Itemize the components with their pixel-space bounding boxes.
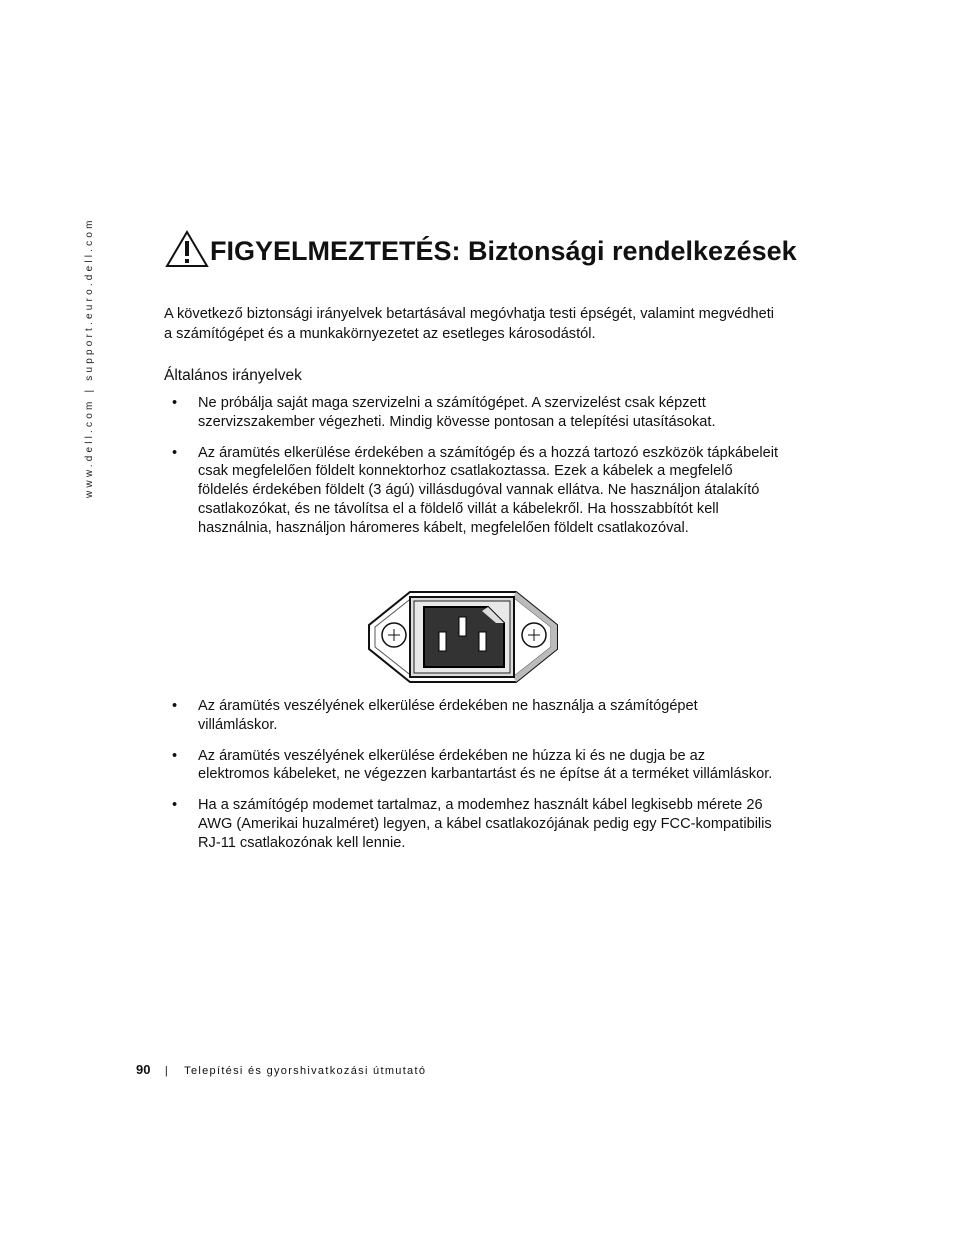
bullet-marker: • bbox=[172, 797, 178, 814]
power-connector-illustration bbox=[366, 589, 560, 685]
bullet-marker: • bbox=[172, 395, 178, 411]
bullet-marker: • bbox=[172, 444, 178, 461]
footer-separator: | bbox=[164, 1065, 169, 1077]
bullet-marker: • bbox=[172, 698, 178, 714]
list-item bbox=[170, 796, 780, 852]
page-title: FIGYELMEZTETÉS: Biztonsági rendelkezések bbox=[210, 236, 797, 266]
page-number: 90 bbox=[136, 1062, 151, 1077]
bullet-list-before-figure bbox=[170, 394, 780, 550]
list-item-text: Az áramütés veszélyének elkerülése érdekében ne húzza ki és ne dugja be az elektromos kábeleket, ne végezzen karbantartást és ne építse át a terméket villámláskor. bbox=[198, 747, 773, 783]
side-url: www.dell.com | support.euro.dell.com bbox=[84, 217, 95, 498]
list-item-text: Az áramütés elkerülése érdekében a számítógép és a hozzá tartozó eszközök tápkábeleit csak megfelelően földelt konnektorhoz csatlakoztassa. Ezek a kábelek a megfelelő földelés érdekében földelt (3 ágú) villásdugóval vannak ellátva. Ne használjon átalakító csatlakozókat, és ne távolítsa el a földelő villát a kábelekről. Ha hosszabbítót kell használnia, használjon háromeres kábelt, megfelelően földelt csatlakozóval. bbox=[198, 444, 779, 536]
list-item-text: Az áramütés veszélyének elkerülése érdekében ne használja a számítógépet villámláskor. bbox=[198, 698, 698, 733]
list-item-text: Ha a számítógép modemet tartalmaz, a modemhez használt kábel legkisebb mérete 26 AWG (Amerikai huzalméret) legyen, a kábel csatlakozójának pedig egy FCC-kompatibilis RJ-11 csatlakozónak kell lennie. bbox=[198, 797, 772, 851]
bullet-marker: • bbox=[172, 747, 178, 764]
list-item bbox=[170, 697, 780, 735]
warning-triangle-icon bbox=[165, 230, 209, 268]
bullet-list-after-figure bbox=[170, 697, 780, 865]
list-item bbox=[170, 747, 780, 785]
book-title: Telepítési és gyorshivatkozási útmutató bbox=[184, 1065, 427, 1077]
list-item bbox=[170, 444, 780, 538]
intro-paragraph: A következő biztonsági irányelvek betartásával megóvhatja testi épségét, valamint megvédheti a számítógépet és a munkakörnyezetet az esetleges károsodástól. bbox=[164, 306, 775, 342]
list-item-text: Ne próbálja saját maga szervizelni a számítógépet. A szervizelést csak képzett szervizszakember végezheti. Mindig kövesse pontosan a telepítési utasításokat. bbox=[198, 395, 716, 430]
list-item bbox=[170, 394, 780, 432]
section-title: Általános irányelvek bbox=[164, 367, 302, 384]
page-footer bbox=[136, 1062, 426, 1077]
page-heading bbox=[165, 230, 805, 266]
